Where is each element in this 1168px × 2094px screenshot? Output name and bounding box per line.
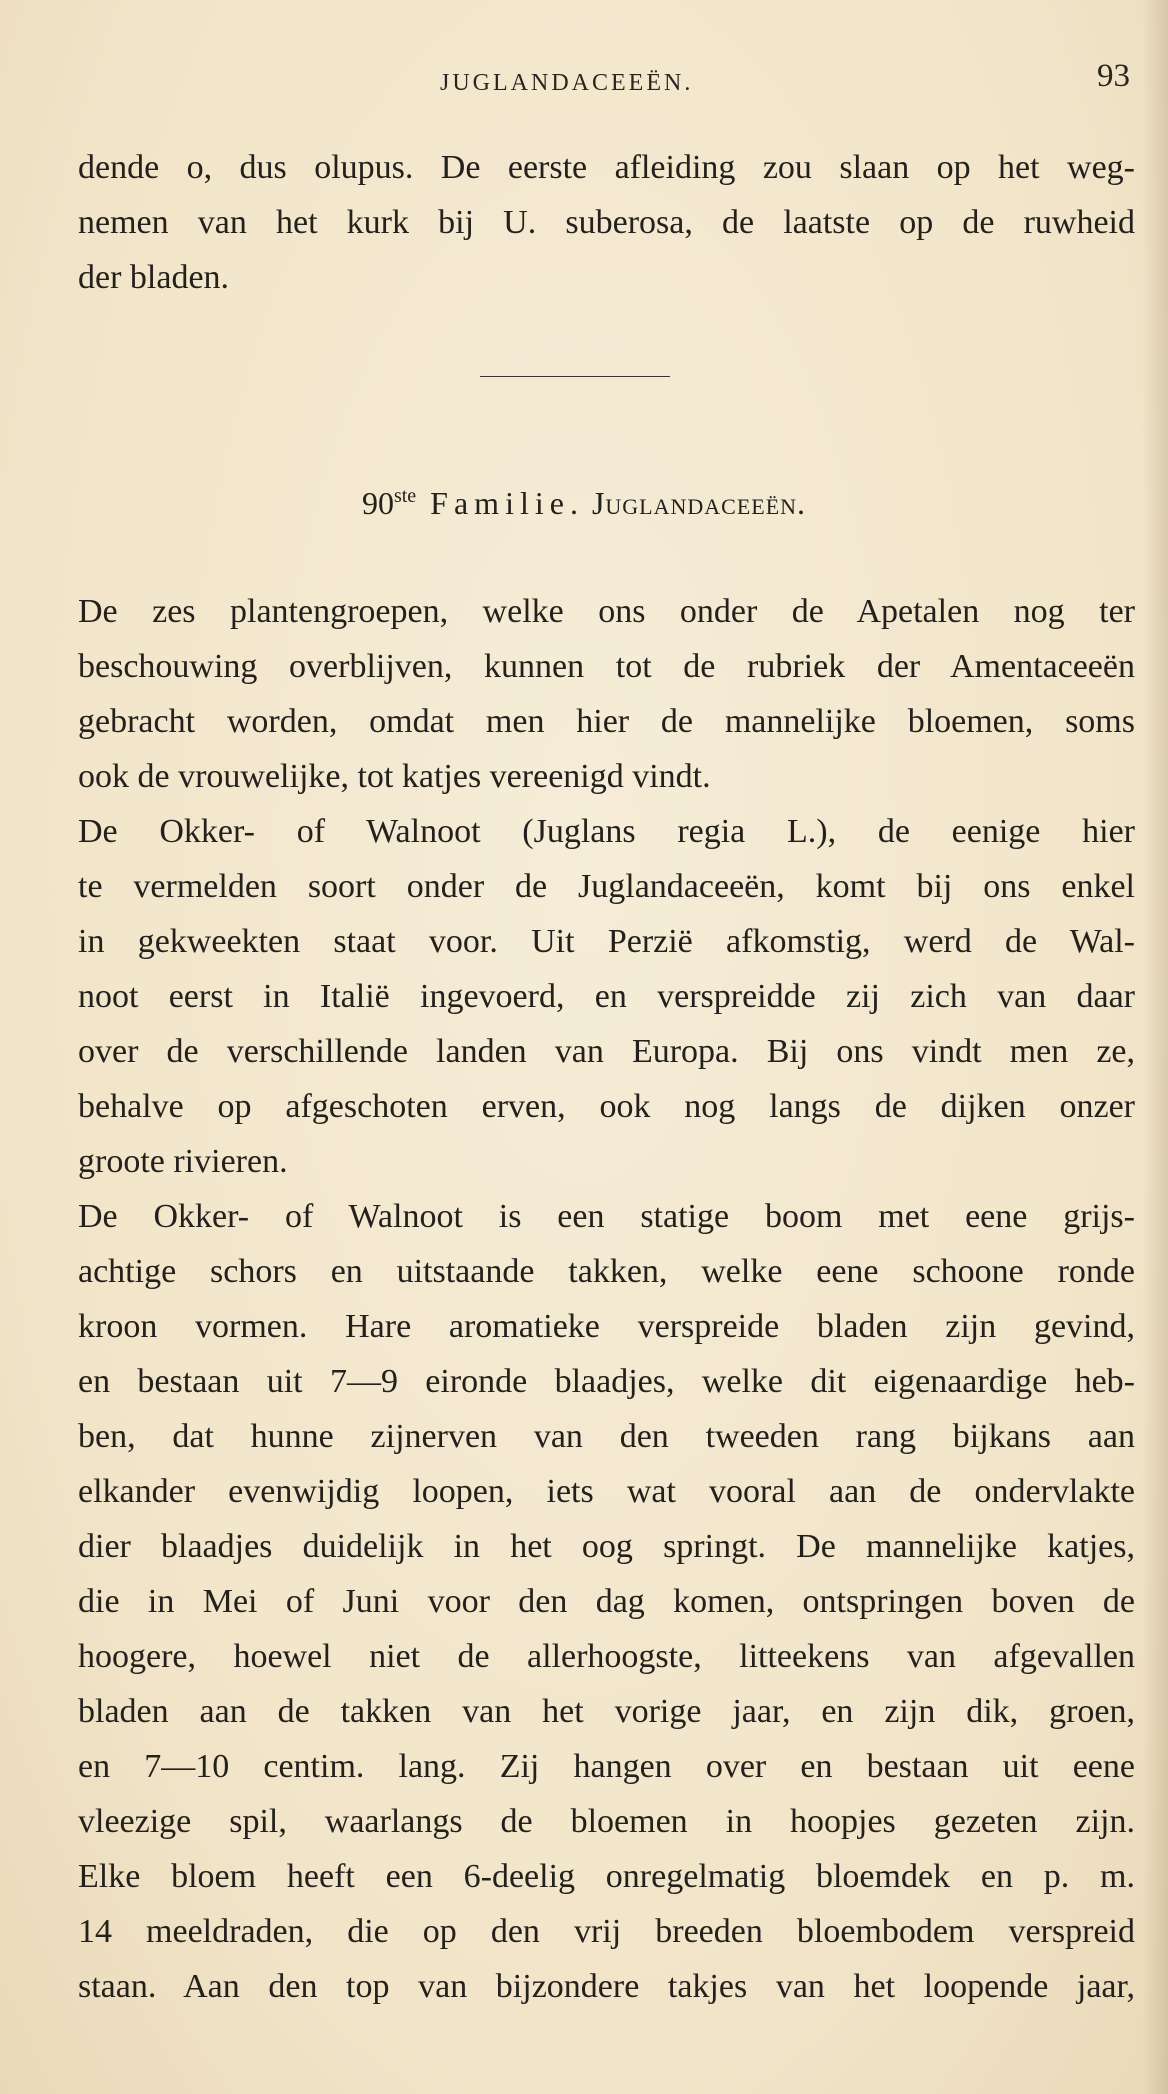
text-line: De zes plantengroepen, welke ons onder de Apetalen nog ter <box>78 593 1135 630</box>
section-label: Familie. <box>430 485 584 521</box>
text-line: behalve op afgeschoten erven, ook nog langs de dijken onzer <box>78 1088 1135 1125</box>
section-number: 90 <box>361 485 394 521</box>
text-line: noot eerst in Italië ingevoerd, en verspreidde zij zich van daar <box>78 978 1135 1015</box>
text-line: die in Mei of Juni voor den dag komen, ontspringen boven de <box>78 1583 1135 1620</box>
text-line: nemen van het kurk bij U. suberosa, de laatste op de ruwheid <box>78 204 1135 241</box>
text-line: De Okker- of Walnoot (Juglans regia L.), de eenige hier <box>78 813 1135 850</box>
text-line: Elke bloem heeft een 6-deelig onregelmatig bloemdek en p. m. <box>78 1858 1135 1895</box>
text-line: staan. Aan den top van bijzondere takjes van het loopende jaar, <box>78 1968 1135 2005</box>
text-line: elkander evenwijdig loopen, iets wat vooral aan de ondervlakte <box>78 1473 1135 1510</box>
text-line: De Okker- of Walnoot is een statige boom met eene grijs- <box>78 1198 1135 1235</box>
text-line: over de verschillende landen van Europa. Bij ons vindt men ze, <box>78 1033 1135 1070</box>
text-line: en bestaan uit 7—9 eironde blaadjes, welke dit eigenaardige heb- <box>78 1363 1135 1400</box>
text-line: vleezige spil, waarlangs de bloemen in hoopjes gezeten zijn. <box>78 1803 1135 1840</box>
text-line: dier blaadjes duidelijk in het oog springt. De mannelijke katjes, <box>78 1528 1135 1565</box>
text-line: hoogere, hoewel niet de allerhoogste, litteekens van afgevallen <box>78 1638 1135 1675</box>
page-edge-shadow <box>1142 0 1168 2094</box>
running-head: JUGLANDACEEËN. <box>440 70 694 96</box>
text-line: dende o, dus olupus. De eerste afleiding zou slaan op het weg- <box>78 149 1135 186</box>
page-number: 93 <box>1097 58 1130 94</box>
text-line: te vermelden soort onder de Juglandaceeën, komt bij ons enkel <box>78 868 1135 905</box>
text-line: in gekweekten staat voor. Uit Perzië afkomstig, werd de Wal- <box>78 923 1135 960</box>
text-line: bladen aan de takken van het vorige jaar, en zijn dik, groen, <box>78 1693 1135 1730</box>
text-line: kroon vormen. Hare aromatieke verspreide bladen zijn gevind, <box>78 1308 1135 1345</box>
section-divider <box>480 376 670 377</box>
text-line: achtige schors en uitstaande takken, welke eene schoone ronde <box>78 1253 1135 1290</box>
section-title: Juglandaceeën. <box>591 485 807 521</box>
text-line: groote rivieren. <box>78 1143 288 1180</box>
page-header <box>78 58 1130 108</box>
text-line: en 7—10 centim. lang. Zij hangen over en bestaan uit eene <box>78 1748 1135 1785</box>
text-line: ook de vrouwelijke, tot katjes vereenigd vindt. <box>78 758 711 795</box>
text-line: beschouwing overblijven, kunnen tot de rubriek der Amentaceeën <box>78 648 1135 685</box>
text-line: ben, dat hunne zijnerven van den tweeden rang bijkans aan <box>78 1418 1135 1455</box>
section-heading <box>0 485 1168 522</box>
section-number-suffix: ste <box>393 485 417 507</box>
text-line: der bladen. <box>78 259 230 296</box>
text-line: gebracht worden, omdat men hier de mannelijke bloemen, soms <box>78 703 1135 740</box>
text-line: 14 meeldraden, die op den vrij breeden bloembodem verspreid <box>78 1913 1135 1950</box>
